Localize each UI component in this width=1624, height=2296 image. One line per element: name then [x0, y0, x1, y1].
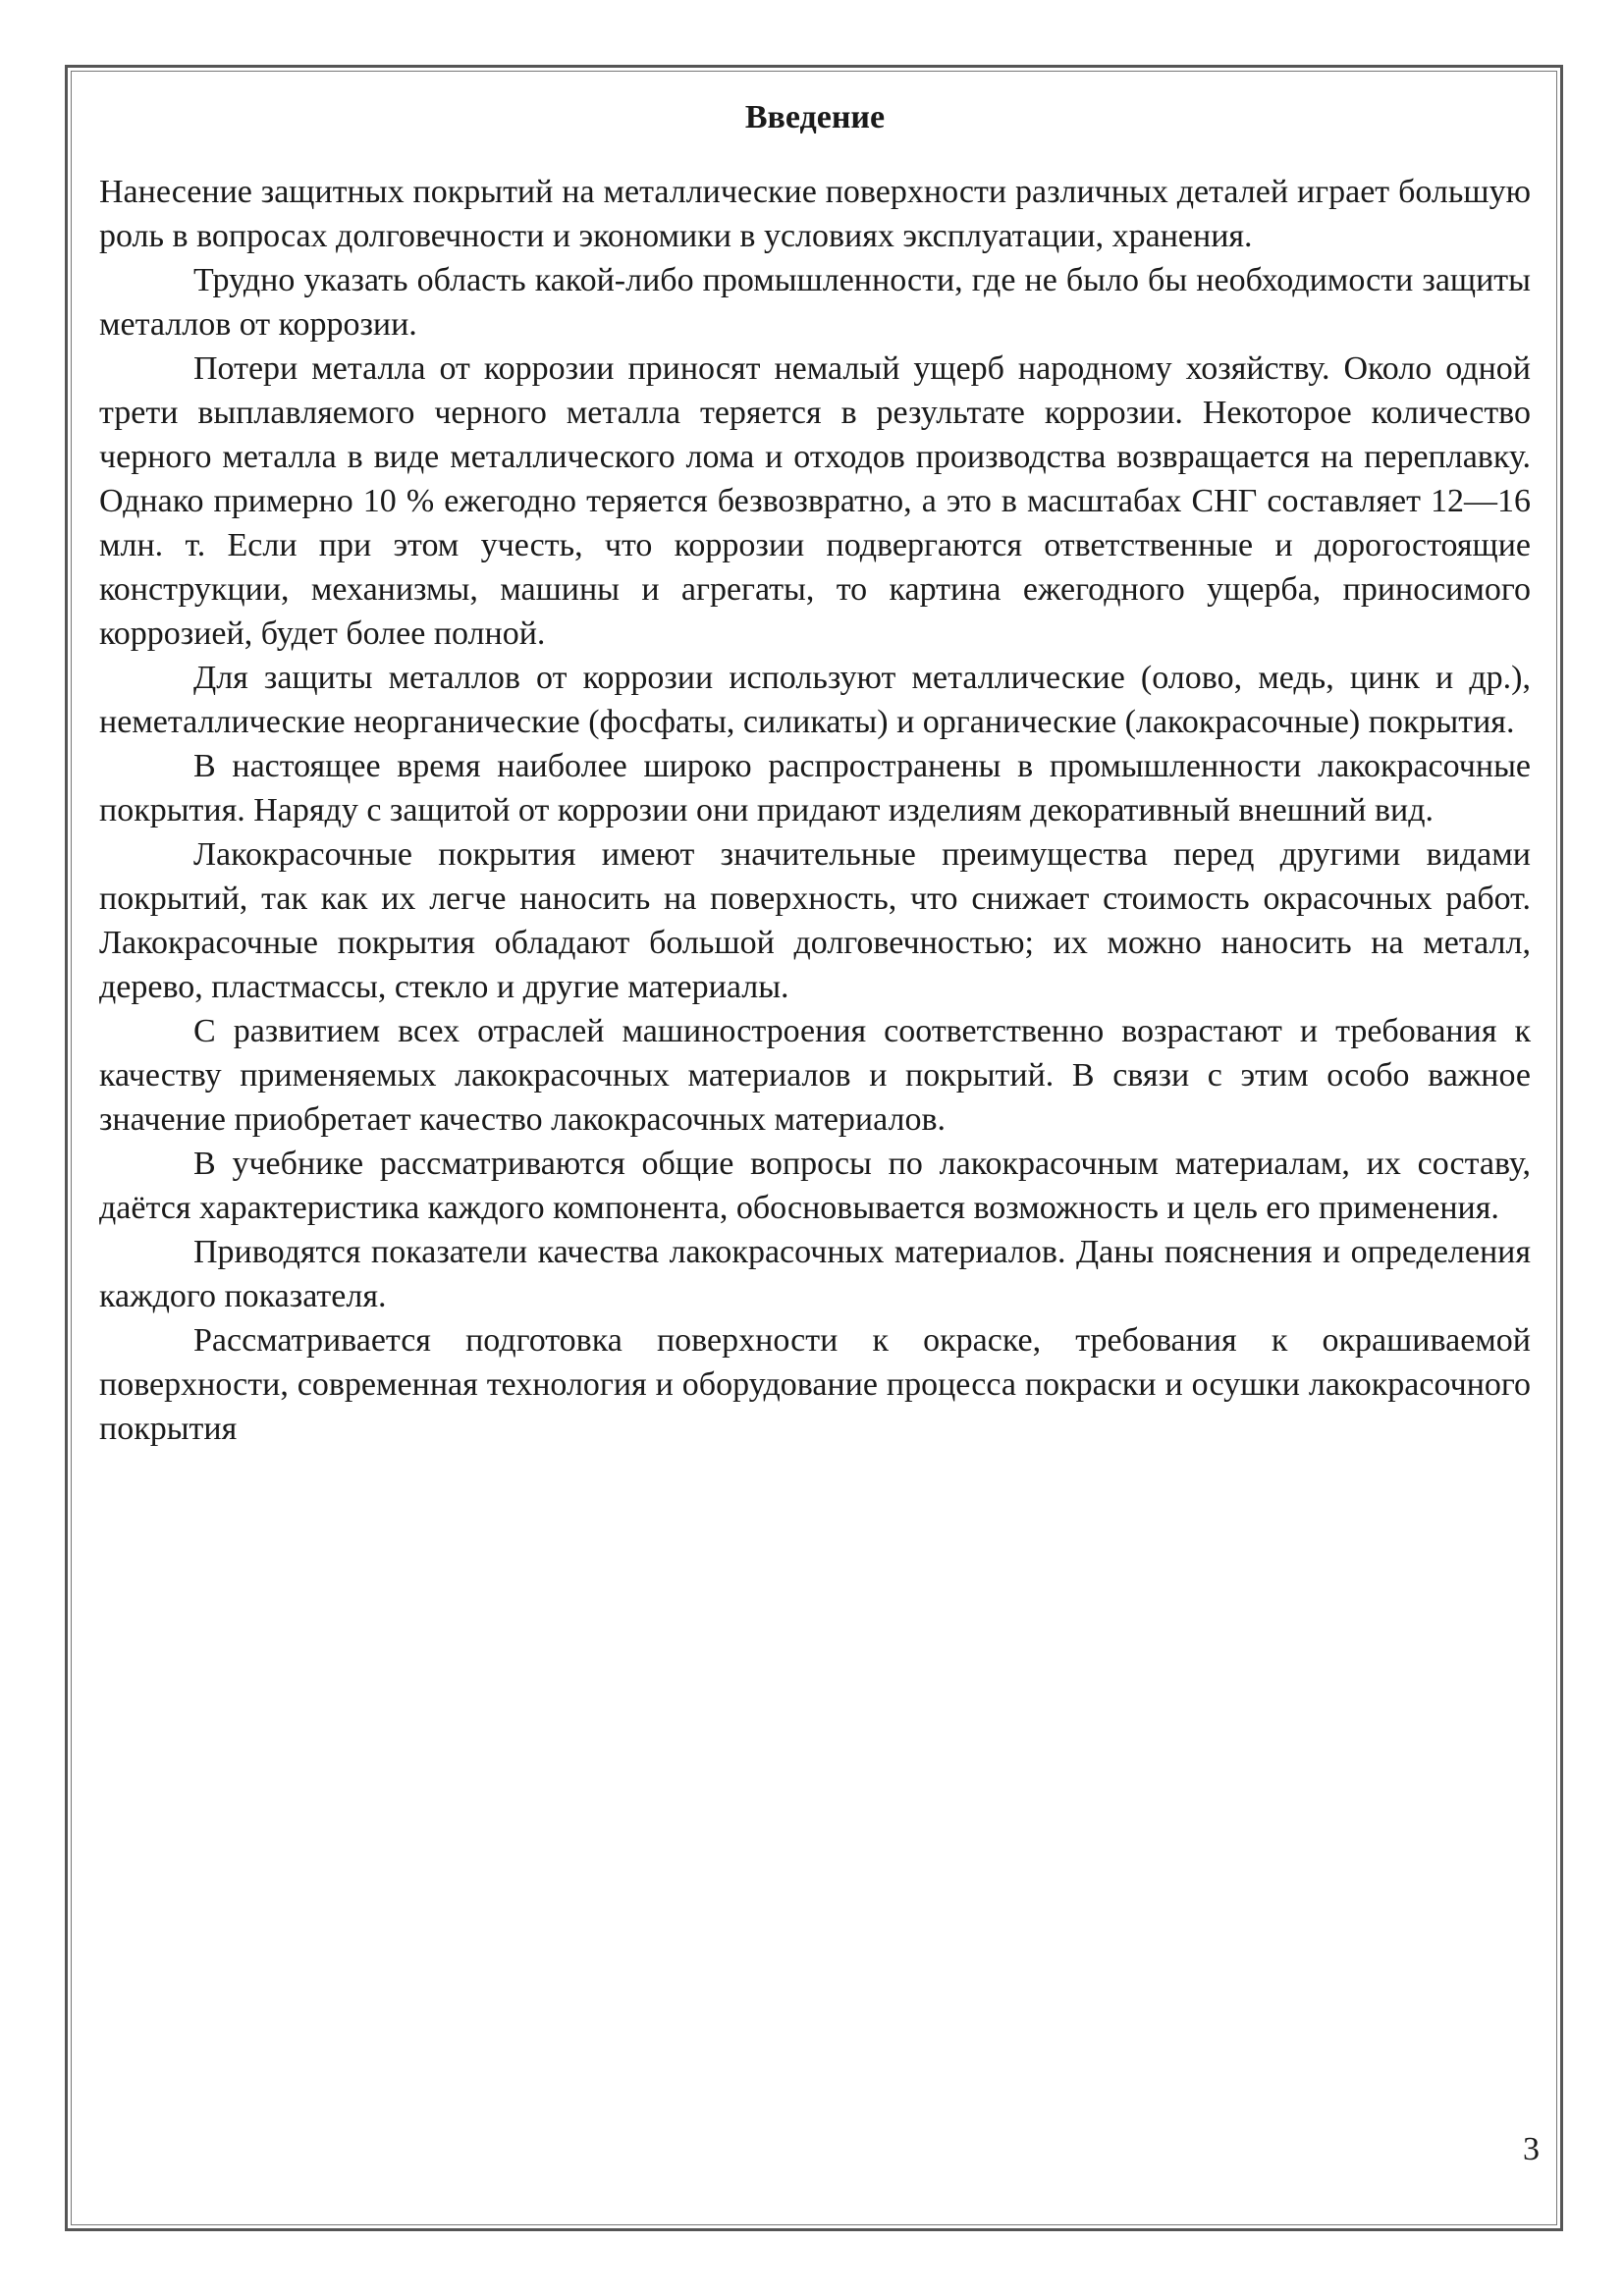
section-title: Введение: [744, 99, 886, 135]
paragraph-5: В настоящее время наиболее широко распространены в промышленности лакокрасочные покрытия. Наряду с защитой от коррозии они придают изделиям декоративный внешний вид.: [99, 748, 1531, 828]
paragraph-6: Лакокрасочные покрытия имеют значительные преимущества перед другими видами покрытий, так как их легче наносить на поверхность, что снижает стоимость окрасочных работ. Лакокрасочные покрытия обладают большой долговечностью; их можно наносить на металл, дерево, пластмассы, стекло и другие материалы.: [99, 836, 1531, 1005]
paragraph-3: Потери металла от коррозии приносят немалый ущерб народному хозяйству. Около одной трети выплавляемого черного металла теряется в результате коррозии. Некоторое количество черного металла в виде металлического лома и отходов производства возвращается на переплавку. Однако примерно 10 % ежегодно теряется безвозвратно, а это в масштабах СНГ составляет 12—16 млн. т. Если при этом учесть, что коррозии подвергаются ответственные и дорогостоящие конструкции, механизмы, машины и агрегаты, то картина ежегодного ущерба, приносимого коррозией, будет более полной.: [99, 350, 1531, 652]
document-body: [99, 96, 1531, 1451]
paragraph-2: Трудно указать область какой-либо промышленности, где не было бы необходимости защиты металлов от коррозии.: [99, 262, 1531, 343]
paragraph-9: Приводятся показатели качества лакокрасочных материалов. Даны пояснения и определения каждого показателя.: [99, 1234, 1531, 1314]
page-number: 3: [1523, 2131, 1540, 2167]
paragraph-10: Рассматривается подготовка поверхности к окраске, требования к окрашиваемой поверхности, современная технология и оборудование процесса покраски и осушки лакокрасочного покрытия: [99, 1322, 1531, 1447]
paragraph-7: С развитием всех отраслей машиностроения соответственно возрастают и требования к качеству применяемых лакокрасочных материалов и покрытий. В связи с этим особо важное значение приобретает качество лакокрасочных материалов.: [99, 1013, 1531, 1138]
paragraph-4: Для защиты металлов от коррозии используют металлические (олово, медь, цинк и др.), неметаллические неорганические (фосфаты, силикаты) и органические (лакокрасочные) покрытия.: [99, 660, 1531, 740]
paragraph-8: В учебнике рассматриваются общие вопросы по лакокрасочным материалам, их составу, даётся характеристика каждого компонента, обосновывается возможность и цель его применения.: [99, 1146, 1531, 1226]
paragraph-1: Нанесение защитных покрытий на металлические поверхности различных деталей играет большую роль в вопросах долговечности и экономики в условиях эксплуатации, хранения.: [99, 174, 1531, 254]
